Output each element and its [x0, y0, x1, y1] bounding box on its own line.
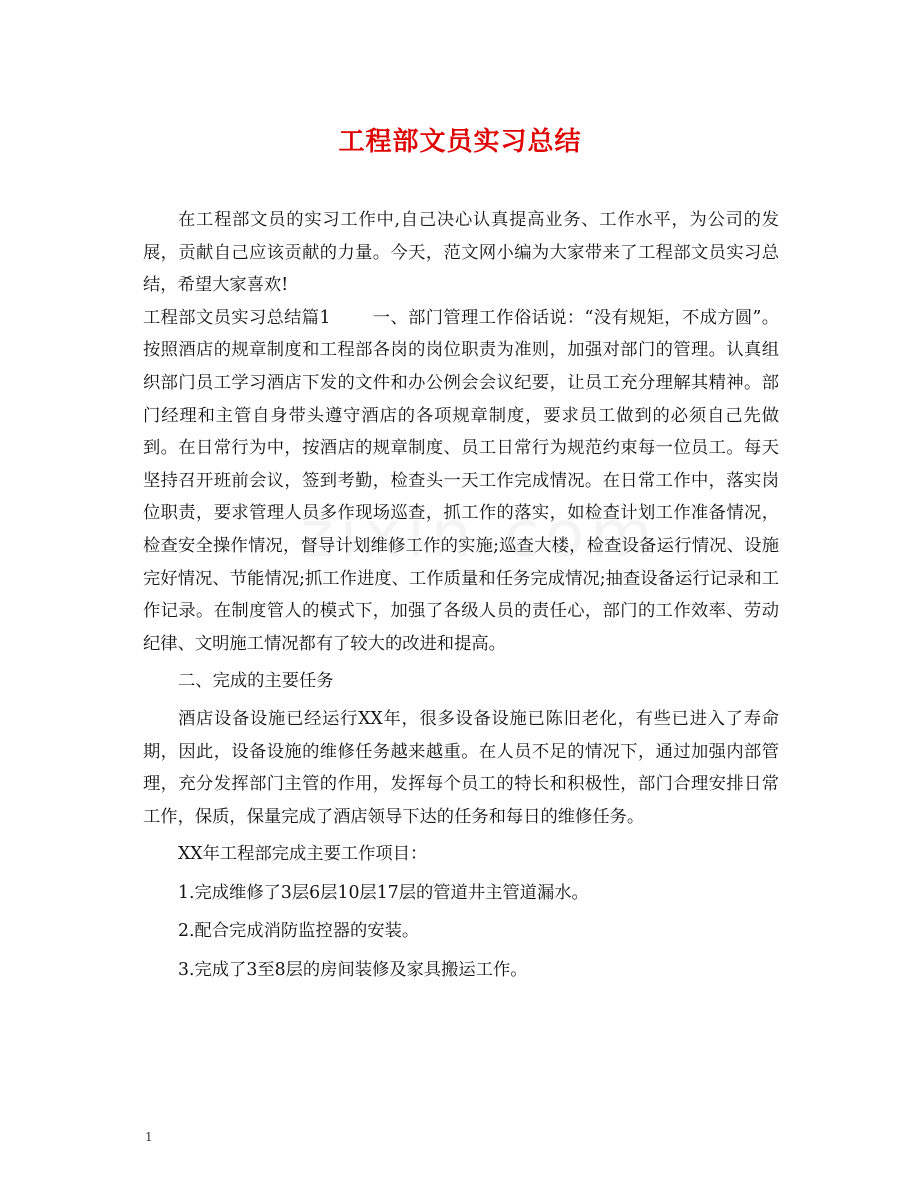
page-title: 工程部文员实习总结 [338, 127, 582, 157]
document-body [143, 204, 779, 987]
page-number: 1 [145, 1130, 153, 1144]
section2-heading: 二、完成的主要任务 [178, 671, 334, 692]
intro-paragraph: 在工程部文员的实习工作中,自己决心认真提高业务、工作水平，为公司的发展，贡献自己应该贡献的力量。今天，范文网小编为大家带来了工程部文员实习总结，希望大家喜欢! [143, 210, 779, 296]
list-item: 1.完成维修了3层6层10层17层的管道井主管道漏水。 [178, 882, 589, 903]
section2-paragraph: 酒店设备设施已经运行XX年，很多设备设施已陈旧老化，有些已进入了寿命期，因此，设备设施的维修任务越来越重。在人员不足的情况下，通过加强内部管理，充分发挥部门主管的作用，发挥每个员工的特长和积极性，部门合理安排日常工作，保质，保量完成了酒店领导下达的任务和每日的维修任务。 [143, 708, 779, 827]
section1-text: 一、部门管理工作俗话说：“没有规矩，不成方圆”。按照酒店的规章制度和工程部各岗的岗位职责为准则，加强对部门的管理。认真组织部门员工学习酒店下发的文件和办公例会会议纪要，让员工充分理解其精神。部门经理和主管自身带头遵守酒店的各项规章制度，要求员工做到的必须自己先做到。在日常行为中，按酒店的规章制度、员工日常行为规范约束每一位员工。每天坚持召开班前会议，签到考勤，检查头一天工作完成情况。在日常工作中，落实岗位职责，要求管理人员多作现场巡查，抓工作的落实，如检查计划工作准备情况，检查安全操作情况，督导计划维修工作的实施;巡查大楼，检查设备运行情况、设施完好情况、节能情况;抓工作进度、工作质量和任务完成情况;抽查设备运行记录和工作记录。在制度管人的模式下，加强了各级人员的责任心，部门的工作效率、劳动纪律、文明施工情况都有了较大的改进和提高。 [143, 307, 779, 654]
section1-paragraph [143, 302, 779, 661]
projects-heading: XX年工程部完成主要工作项目： [178, 844, 428, 865]
section1-label: 工程部文员实习总结篇1 [143, 307, 331, 328]
projects-list [143, 877, 779, 987]
list-item: 3.完成了3至8层的房间装修及家具搬运工作。 [178, 960, 528, 981]
list-item: 2.配合完成消防监控器的安装。 [178, 921, 420, 942]
